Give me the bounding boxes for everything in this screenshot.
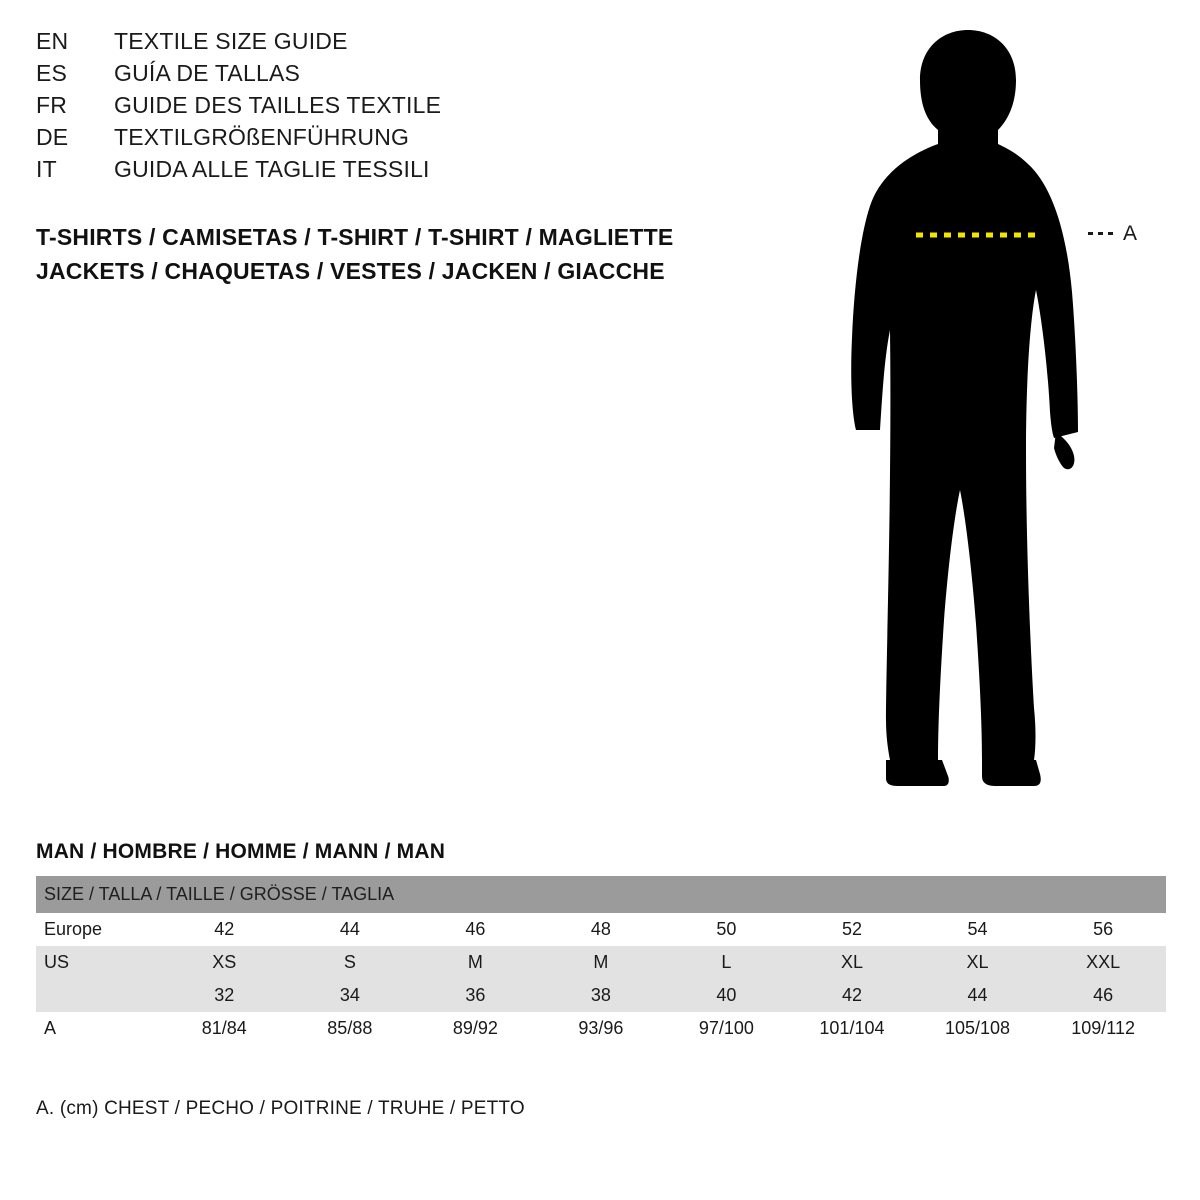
silhouette-svg bbox=[820, 20, 1180, 790]
table-cell: 56 bbox=[1040, 913, 1166, 946]
table-cell: 85/88 bbox=[287, 1012, 413, 1045]
row-label: US bbox=[36, 946, 162, 979]
footnote-chest: A. (cm) CHEST / PECHO / POITRINE / TRUHE / PETTO bbox=[36, 1098, 525, 1119]
language-code: EN bbox=[36, 28, 69, 54]
row-label: A bbox=[36, 1012, 162, 1045]
category-line-tshirts: T-SHIRTS / CAMISETAS / T-SHIRT / T-SHIRT / MAGLIETTE bbox=[36, 224, 674, 250]
row-label: Europe bbox=[36, 913, 162, 946]
size-table-section bbox=[36, 840, 1166, 1045]
table-row bbox=[36, 946, 1166, 979]
language-code: DE bbox=[36, 124, 69, 150]
size-table bbox=[36, 876, 1166, 1045]
table-row bbox=[36, 913, 1166, 946]
language-row bbox=[36, 156, 756, 188]
language-row bbox=[36, 124, 756, 156]
table-cell: 32 bbox=[162, 979, 288, 1012]
table-cell: 105/108 bbox=[915, 1012, 1041, 1045]
language-row bbox=[36, 92, 756, 124]
table-cell: S bbox=[287, 946, 413, 979]
language-text: GUIDA ALLE TAGLIE TESSILI bbox=[114, 156, 430, 182]
table-cell: 48 bbox=[538, 913, 664, 946]
language-text: TEXTILE SIZE GUIDE bbox=[114, 28, 348, 54]
table-section-title: MAN / HOMBRE / HOMME / MANN / MAN bbox=[36, 840, 446, 863]
language-row bbox=[36, 28, 756, 60]
table-header-label: SIZE / TALLA / TAILLE / GRÖSSE / TAGLIA bbox=[36, 876, 1166, 913]
table-cell: 81/84 bbox=[162, 1012, 288, 1045]
table-cell: M bbox=[413, 946, 539, 979]
measure-leader-line bbox=[1088, 232, 1116, 235]
table-header-row bbox=[36, 876, 1166, 913]
male-silhouette-figure bbox=[820, 20, 1180, 790]
table-cell: XL bbox=[915, 946, 1041, 979]
language-code: FR bbox=[36, 92, 68, 118]
table-cell: 38 bbox=[538, 979, 664, 1012]
table-cell: 42 bbox=[162, 913, 288, 946]
table-cell: XL bbox=[789, 946, 915, 979]
table-cell: 36 bbox=[413, 979, 539, 1012]
table-cell: XS bbox=[162, 946, 288, 979]
table-cell: 93/96 bbox=[538, 1012, 664, 1045]
table-row bbox=[36, 1012, 1166, 1045]
table-cell: L bbox=[664, 946, 790, 979]
language-code: IT bbox=[36, 156, 57, 182]
table-cell: 34 bbox=[287, 979, 413, 1012]
language-text: TEXTILGRÖßENFÜHRUNG bbox=[114, 124, 410, 150]
table-cell: XXL bbox=[1040, 946, 1166, 979]
table-cell: 52 bbox=[789, 913, 915, 946]
table-cell: 46 bbox=[413, 913, 539, 946]
table-cell: 109/112 bbox=[1040, 1012, 1166, 1045]
language-text: GUÍA DE TALLAS bbox=[114, 60, 301, 86]
table-cell: 54 bbox=[915, 913, 1041, 946]
category-line-jackets: JACKETS / CHAQUETAS / VESTES / JACKEN / GIACCHE bbox=[36, 258, 665, 284]
table-cell: 101/104 bbox=[789, 1012, 915, 1045]
table-cell: 44 bbox=[287, 913, 413, 946]
language-text: GUIDE DES TAILLES TEXTILE bbox=[114, 92, 442, 118]
category-list bbox=[36, 220, 796, 288]
table-cell: 89/92 bbox=[413, 1012, 539, 1045]
language-list bbox=[36, 28, 756, 188]
table-row bbox=[36, 979, 1166, 1012]
language-row bbox=[36, 60, 756, 92]
table-cell: 46 bbox=[1040, 979, 1166, 1012]
language-code: ES bbox=[36, 60, 68, 86]
table-cell: 97/100 bbox=[664, 1012, 790, 1045]
table-cell: M bbox=[538, 946, 664, 979]
table-cell: 50 bbox=[664, 913, 790, 946]
measure-label-a: A bbox=[1123, 222, 1138, 245]
table-cell: 44 bbox=[915, 979, 1041, 1012]
table-cell: 40 bbox=[664, 979, 790, 1012]
row-label bbox=[36, 979, 162, 1012]
table-cell: 42 bbox=[789, 979, 915, 1012]
